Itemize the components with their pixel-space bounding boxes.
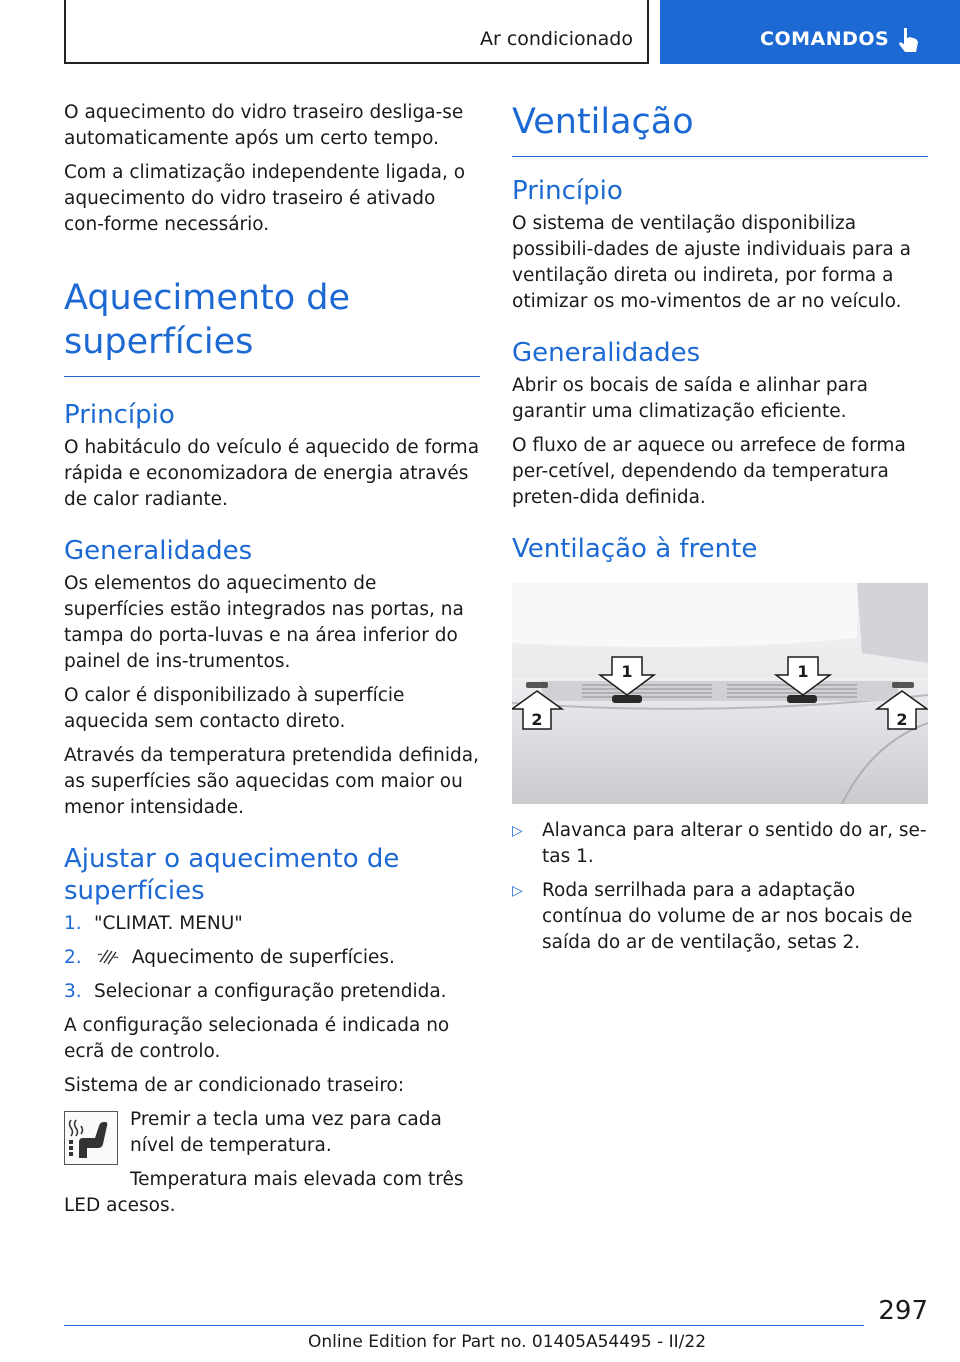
adjust-paragraph-1: A configuração selecionada é indicada no ecrã de controlo. [64,1015,450,1062]
section-title-ventilation: Ventilação [512,100,928,157]
list-item [64,911,480,937]
dashboard-vents-illustration [512,583,928,804]
rear-window-paragraph-2: Com a climatização independente ligada, o aquecimento do vidro traseiro é ativado con-forme necessário. [64,162,466,235]
adjust-steps [64,911,480,1005]
bullet-text: Alavanca para alterar o sentido do ar, se-tas 1. [542,820,927,867]
subtitle-general: Generalidades [64,536,253,566]
general-paragraph-2: O calor é disponibilizado à superfície aquecida sem contacto direto. [64,685,405,732]
key-paragraph-2: Temperatura mais elevada com três LED acesos. [64,1169,464,1216]
general-paragraph-3: Através da temperatura pretendida definida, as superfícies são aquecidas com maior ou menor intensidade. [64,745,479,818]
subtitle-principle: Princípio [64,400,175,430]
subtitle-adjust: Ajustar o aquecimento de superfícies [64,844,400,906]
subtitle-principle: Princípio [512,176,623,206]
list-item [512,878,928,956]
front-ventilation-figure [512,583,928,804]
triangle-bullet-icon: ▷ [512,823,523,839]
step-text: Selecionar a configuração pretendida. [94,981,447,1002]
step-text: Aquecimento de superfícies. [131,947,395,968]
surface-heating-icon [94,946,124,966]
header-chapter-tab[interactable] [660,0,960,64]
step-text: "CLIMAT. MENU" [94,913,243,934]
ventilation-general-paragraph-2: O fluxo de ar aquece ou arrefece de forma per-cetível, dependendo da temperatura preten-dida definida. [512,435,906,508]
key-paragraph-1: Premir a tecla uma vez para cada nível de temperatura. [130,1109,442,1156]
figure-label-arrow-1: 1 [797,662,809,681]
header-section-title: Ar condicionado [479,28,633,50]
step-number: 2. [64,947,82,968]
footer-divider [64,1325,864,1326]
general-paragraph-1: Os elementos do aquecimento de superfícies estão integrados nas portas, na tampa do porta-luvas e na área inferior do painel de ins-trumentos. [64,573,464,672]
subtitle-general: Generalidades [512,338,701,368]
step-number: 3. [64,981,82,1002]
list-item [64,979,480,1005]
page-number: 297 [878,1296,928,1326]
ventilation-principle-text: O sistema de ventilação disponibiliza possibili-dades de ajuste individuais para a ventilação direta ou indireta, por forma a otimizar os mo-vimentos de ar no veículo. [512,213,911,312]
right-column [512,100,928,964]
figure-label-arrow-2: 2 [896,710,908,729]
list-item [64,945,480,971]
header-section-box [64,0,649,64]
ventilation-general-paragraph-1: Abrir os bocais de saída e alinhar para garantir uma climatização eficiente. [512,375,868,422]
pointing-hand-icon [896,26,920,54]
step-number: 1. [64,913,82,934]
footer-edition: Online Edition for Part no. 01405A54495 - II/22 [308,1332,707,1352]
header-chapter-title: COMANDOS [760,28,890,50]
triangle-bullet-icon: ▷ [512,883,523,899]
seat-heating-key-block [64,1107,480,1219]
adjust-paragraph-2: Sistema de ar condicionado traseiro: [64,1075,405,1096]
rear-window-paragraph-1: O aquecimento do vidro traseiro desliga-se automaticamente após um certo tempo. [64,102,464,149]
figure-label-arrow-2: 2 [531,710,543,729]
section-title-surface-heating: Aquecimento de superfícies [64,276,480,377]
ventilation-bullet-list [512,818,928,956]
figure-label-arrow-1: 1 [621,662,633,681]
seat-heating-key-icon [64,1111,118,1165]
left-column [64,100,480,1227]
bullet-text: Roda serrilhada para a adaptação contínua do volume de ar nos bocais de saída do ar de ventilação, setas 2. [542,880,913,953]
subtitle-front-ventilation: Ventilação à frente [512,534,758,564]
principle-text: O habitáculo do veículo é aquecido de forma rápida e economizadora de energia através de calor radiante. [64,437,480,510]
list-item [512,818,928,870]
